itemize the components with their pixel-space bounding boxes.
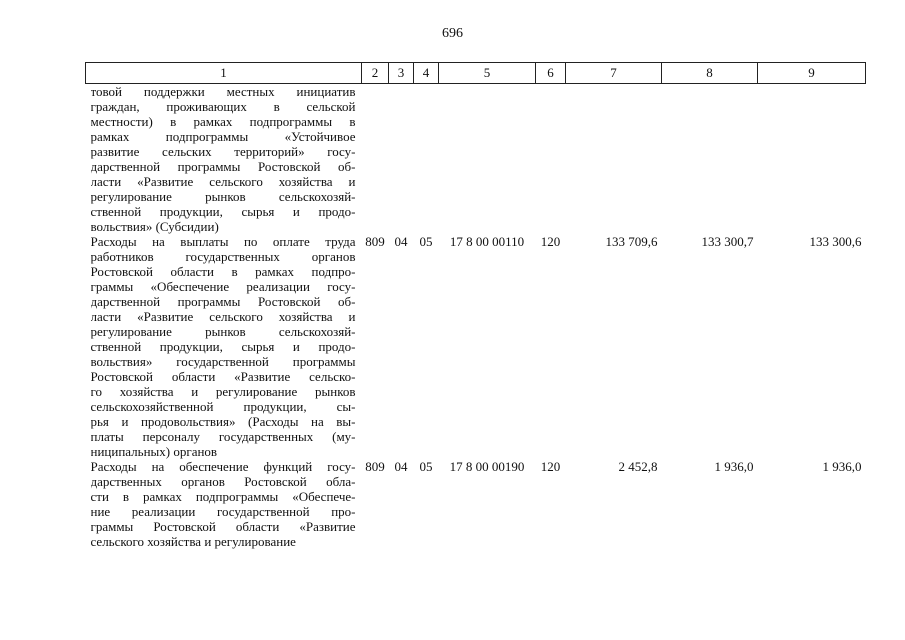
header-col-6: 6 bbox=[536, 63, 566, 84]
header-col-4: 4 bbox=[414, 63, 439, 84]
cell-amount-year-1: 2 452,8 bbox=[618, 459, 658, 474]
description-line: Расходы на обеспечение функций госу- bbox=[90, 459, 356, 474]
cell-expense-type bbox=[536, 84, 566, 235]
description-line: работников государственных органов bbox=[90, 249, 356, 264]
cell-target-article: 17 8 00 00110 bbox=[449, 234, 525, 249]
cell-chapter: 809 bbox=[365, 234, 385, 249]
row-description bbox=[86, 459, 362, 549]
cell-section bbox=[389, 84, 414, 235]
description-line: рамках подпрограммы «Устойчивое bbox=[90, 129, 356, 144]
description-line: ласти «Развитие сельского хозяйства и bbox=[90, 309, 356, 324]
description-line: товой поддержки местных инициатив bbox=[90, 84, 356, 99]
cell-amount-year-2: 1 936,0 bbox=[714, 459, 754, 474]
cell-chapter bbox=[362, 84, 389, 235]
description-line: граждан, проживающих в сельской bbox=[90, 99, 356, 114]
description-line: регулирование рынков сельскохозяй- bbox=[90, 324, 356, 339]
table-row bbox=[86, 234, 866, 459]
header-col-2: 2 bbox=[362, 63, 389, 84]
description-line: платы персоналу государственных (му- bbox=[90, 429, 356, 444]
header-col-8: 8 bbox=[662, 63, 758, 84]
cell-amount-year-1 bbox=[566, 84, 662, 235]
cell-chapter: 809 bbox=[365, 459, 385, 474]
cell-amount-year-3 bbox=[758, 84, 866, 235]
cell-target-article: 17 8 00 00190 bbox=[449, 459, 525, 474]
header-col-1: 1 bbox=[86, 63, 362, 84]
cell-amount-year-3: 1 936,0 bbox=[822, 459, 862, 474]
description-line: дарственных органов Ростовской обла- bbox=[90, 474, 356, 489]
cell-expense-type: 120 bbox=[540, 234, 561, 249]
description-line: развитие сельских территорий» госу- bbox=[90, 144, 356, 159]
cell-subsection: 05 bbox=[419, 234, 433, 249]
description-line: местности) в рамках подпрограммы в bbox=[90, 114, 356, 129]
table-row bbox=[86, 459, 866, 549]
budget-table bbox=[85, 62, 866, 549]
page-number: 696 bbox=[442, 26, 463, 41]
row-description bbox=[86, 84, 362, 235]
description-line: Ростовской области в рамках подпро- bbox=[90, 264, 356, 279]
table-body bbox=[86, 84, 866, 550]
cell-amount-year-2 bbox=[662, 84, 758, 235]
description-line: ственной продукции, сырья и продо- bbox=[90, 204, 356, 219]
description-line: сельскохозяйственной продукции, сы- bbox=[90, 399, 356, 414]
description-line: вольствия» государственной программы bbox=[90, 354, 356, 369]
description-line: регулирование рынков сельскохозяй- bbox=[90, 189, 356, 204]
header-col-3: 3 bbox=[389, 63, 414, 84]
header-col-5: 5 bbox=[439, 63, 536, 84]
description-line: го хозяйства и регулирование рынков bbox=[90, 384, 356, 399]
description-line: ласти «Развитие сельского хозяйства и bbox=[90, 174, 356, 189]
cell-section: 04 bbox=[394, 234, 408, 249]
cell-amount-year-2: 133 300,7 bbox=[701, 234, 754, 249]
cell-subsection bbox=[414, 84, 439, 235]
cell-amount-year-3: 133 300,6 bbox=[809, 234, 862, 249]
description-line: ниципальных) органов bbox=[90, 444, 218, 459]
header-col-7: 7 bbox=[566, 63, 662, 84]
cell-amount-year-1: 133 709,6 bbox=[605, 234, 658, 249]
description-line: дарственной программы Ростовской об- bbox=[90, 294, 356, 309]
table-row bbox=[86, 84, 866, 235]
header-row bbox=[86, 63, 866, 84]
description-line: сти в рамках подпрограммы «Обеспече- bbox=[90, 489, 356, 504]
description-line: рья и продовольствия» (Расходы на вы- bbox=[90, 414, 356, 429]
description-line: Ростовской области «Развитие сельско- bbox=[90, 369, 356, 384]
table-header bbox=[86, 63, 866, 84]
description-line: сельского хозяйства и регулирование bbox=[90, 534, 296, 549]
description-line: граммы «Обеспечение реализации госу- bbox=[90, 279, 356, 294]
description-line: вольствия» (Субсидии) bbox=[90, 219, 219, 234]
cell-section: 04 bbox=[394, 459, 408, 474]
cell-target-article bbox=[439, 84, 536, 235]
cell-expense-type: 120 bbox=[540, 459, 561, 474]
header-col-9: 9 bbox=[758, 63, 866, 84]
description-line: Расходы на выплаты по оплате труда bbox=[90, 234, 356, 249]
description-line: ственной продукции, сырья и продо- bbox=[90, 339, 356, 354]
row-description bbox=[86, 234, 362, 459]
description-line: дарственной программы Ростовской об- bbox=[90, 159, 356, 174]
description-line: ние реализации государственной про- bbox=[90, 504, 356, 519]
cell-subsection: 05 bbox=[419, 459, 433, 474]
description-line: граммы Ростовской области «Развитие bbox=[90, 519, 356, 534]
